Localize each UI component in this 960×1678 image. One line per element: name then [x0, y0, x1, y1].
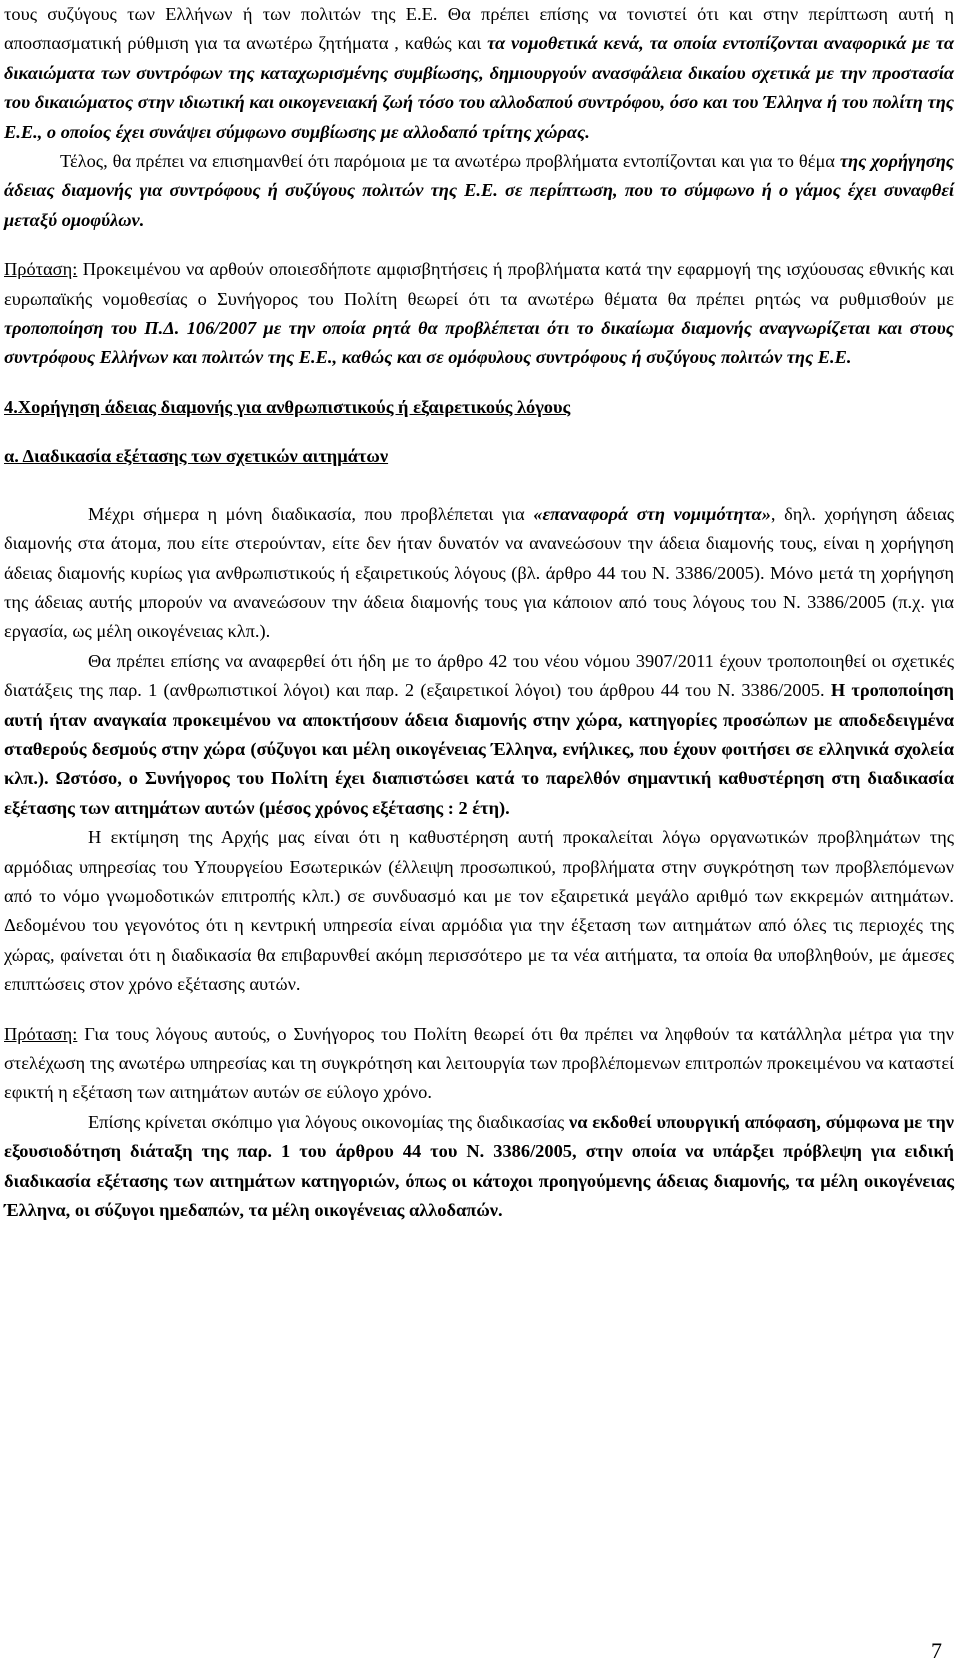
text-segment: , δηλ. χορήγηση άδειας διαμονής στα άτομα, που είτε στερούνταν, είτε δεν ήταν δυνατόν να ανανεώσουν την άδεια διαμονής τους, είναι η χορήγηση άδειας διαμονής κυρίως για ανθρωπιστικούς ή εξαιρετικούς λόγους (βλ. άρθρο 44 του Ν. 3386/2005). Μόνο μετά τη χορήγηση της άδειας αυτής μπορούν να ανανεώσουν την άδεια διαμονής τους για κάποιον από τους λόγους του Ν. 3386/2005 (π.χ. για εργασία, ως μέλη οικογένειας κλπ.).: [4, 503, 955, 642]
text-segment: Επίσης κρίνεται σκόπιμο για λόγους οικονομίας της διαδικασίας: [88, 1111, 569, 1132]
emphasis-segment: τα νομοθετικά κενά, τα οποία εντοπίζονται αναφορικά με τα δικαιώματα των συντρόφων της καταχωρισμένης συμβίωσης, δημιουργούν ανασφάλεια δικαίου σχετικά με την προστασία του δικαιώματος στην ιδιωτική και οικογενειακή ζωή τόσο του αλλοδαπού συντρόφου, όσο και του Έλληνα ή του πολίτη της Ε.Ε., ο οποίος έχει συνάψει σύμφωνο συμβίωσης με αλλοδαπό τρίτης χώρας.: [4, 33, 955, 142]
paragraph-spouses-partnership: [4, 0, 954, 147]
paragraph-proposal-1: [4, 255, 954, 373]
paragraph-assessment: [4, 823, 954, 999]
paragraph-procedure: [4, 500, 954, 647]
text-segment: Η εκτίμηση της Αρχής μας είναι ότι η καθυστέρηση αυτή προκαλείται λόγω οργανωτικών προβλημάτων της αρμόδιας υπηρεσίας του Υπουργείου Εσωτερικών (έλλειψη προσωπικού, προβλήματα στην συγκρότηση των προβλεπόμενων από το νόμο γνωμοδοτικών επιτροπής κλπ.) σε συνδυασμό και με τον εξαιρετικά μεγάλο αριθμό των εκκρεμών αιτημάτων. Δεδομένου του γεγονότος ότι η κεντρική υπηρεσία είναι αρμόδια για την έξεταση των αιτημάτων από όλες τις περιοχές της χώρας, φαίνεται ότι η διαδικασία θα επιβαρυνθεί ακόμη περισσότερο με τα νέα αιτήματα, τα οποία θα υποβληθούν, με άμεσες επιπτώσεις στον χρόνο εξέτασης αυτών.: [4, 827, 954, 995]
proposal-label: Πρόταση:: [4, 1023, 78, 1044]
text-segment: τους συζύγους των Ελλήνων ή των πολιτών της Ε.Ε. Θα πρέπει επίσης να τονιστεί ότι και στην περίπτωση αυτή η αποσπασματική ρύθμιση για τα ανωτέρω ζητήματα , καθώς και: [4, 4, 954, 54]
spacer: [4, 472, 954, 500]
subsection-heading-a: [4, 442, 954, 471]
emphasis-segment: «επαναφορά στη νομιμότητα»: [533, 503, 771, 524]
proposal-label: Πρόταση:: [4, 259, 78, 280]
paragraph-same-sex: [4, 147, 954, 235]
paragraph-ministerial-decision: [4, 1108, 954, 1226]
text-segment: Θα πρέπει επίσης να αναφερθεί ότι ήδη με το άρθρο 42 του νέου νόμου 3907/2011 έχουν τροποποιηθεί οι σχετικές διατάξεις της παρ. 1 (ανθρωπιστικοί λόγοι) και παρ. 2 (εξαιρετικοί λόγοι) του άρθρου 44 του Ν. 3386/2005.: [4, 650, 954, 701]
emphasis-segment: τροποποίηση του Π.Δ. 106/2007 με την οποία ρητά θα προβλέπεται ότι το δικαίωμα διαμονής αναγνωρίζεται και στους συντρόφους Ελλήνων και πολιτών της Ε.Ε., καθώς και σε ομόφυλους συντρόφους ή συζύγους πολιτών της Ε.Ε.: [4, 318, 954, 368]
bold-segment: να εκδοθεί υπουργική απόφαση, σύμφωνα με την εξουσιοδότηση διάταξη της παρ. 1 του άρθρου 44 του Ν. 3386/2005, στην οποία να υπάρξει πρόβλεψη για ειδική διαδικασία εξέτασης των αιτημάτων κατηγοριών, όπως οι κάτοχοι προηγούμενης άδειας διαμονής, τα μέλη οικογένειας Έλληνα, οι σύζυγοι ημεδαπών, τα μέλη οικογένειας αλλοδαπών.: [4, 1111, 954, 1221]
heading-text: 4.Χορήγηση άδειας διαμονής για ανθρωπιστικούς ή εξαιρετικούς λόγους: [4, 396, 571, 417]
text-segment: Τέλος, θα πρέπει να επισημανθεί ότι παρόμοια με τα ανωτέρω προβλήματα εντοπίζονται και για το θέμα: [60, 151, 840, 172]
paragraph-proposal-2: [4, 1020, 954, 1108]
text-segment: Για τους λόγους αυτούς, ο Συνήγορος του Πολίτη θεωρεί ότι θα πρέπει να ληφθούν τα κατάλληλα μέτρα για την στελέχωση της ανωτέρω υπηρεσίας και τη συγκρότηση και λειτουργία των προβλέπομενων επιτροπών προκειμένου να καταστεί εφικτή η εξέταση των αιτημάτων αυτών σε εύλογο χρόνο.: [4, 1023, 954, 1103]
spacer: [4, 1000, 954, 1020]
heading-text: α. Διαδικασία εξέτασης των σχετικών αιτημάτων: [4, 446, 389, 467]
spacer: [4, 422, 954, 442]
emphasis-segment: της χορήγησης άδειας διαμονής για συντρόφους ή συζύγους πολιτών της Ε.Ε. σε περίπτωση, που το σύμφωνο ή ο γάμος έχει συναφθεί μεταξύ ομοφύλων.: [4, 151, 954, 230]
text-segment: Προκειμένου να αρθούν οποιεσδήποτε αμφισβητήσεις ή προβλήματα κατά την εφαρμογή της ισχύουσας εθνικής και ευρωπαϊκής νομοθεσίας ο Συνήγορος του Πολίτη θεωρεί ότι τα ανωτέρω θέματα θα πρέπει ρητώς να ρυθμισθούν με: [4, 259, 954, 309]
section-heading-4: [4, 393, 954, 422]
spacer: [4, 373, 954, 393]
bold-segment: Η τροποποίηση αυτή ήταν αναγκαία προκειμένου να αποκτήσουν άδεια διαμονής στην χώρα, κατηγορίες προσώπων με αποδεδειγμένα σταθερούς δεσμούς στην χώρα (σύζυγοι και μέλη οικογένειας Έλληνα, ενήλικες, που έχουν φοιτήσει σε ελληνικά σχολεία κλπ.). Ωστόσο, ο Συνήγορος του Πολίτη έχει διαπιστώσει κατά το παρελθόν σημαντική καθυστέρηση στη διαδικασία εξέτασης των αιτημάτων αυτών (μέσος χρόνος εξέτασης : 2 έτη).: [4, 680, 954, 818]
text-segment: Μέχρι σήμερα η μόνη διαδικασία, που προβλέπεται για: [88, 503, 534, 524]
spacer: [4, 235, 954, 255]
page-number: 7: [931, 1638, 942, 1663]
paragraph-amendment: [4, 647, 954, 823]
